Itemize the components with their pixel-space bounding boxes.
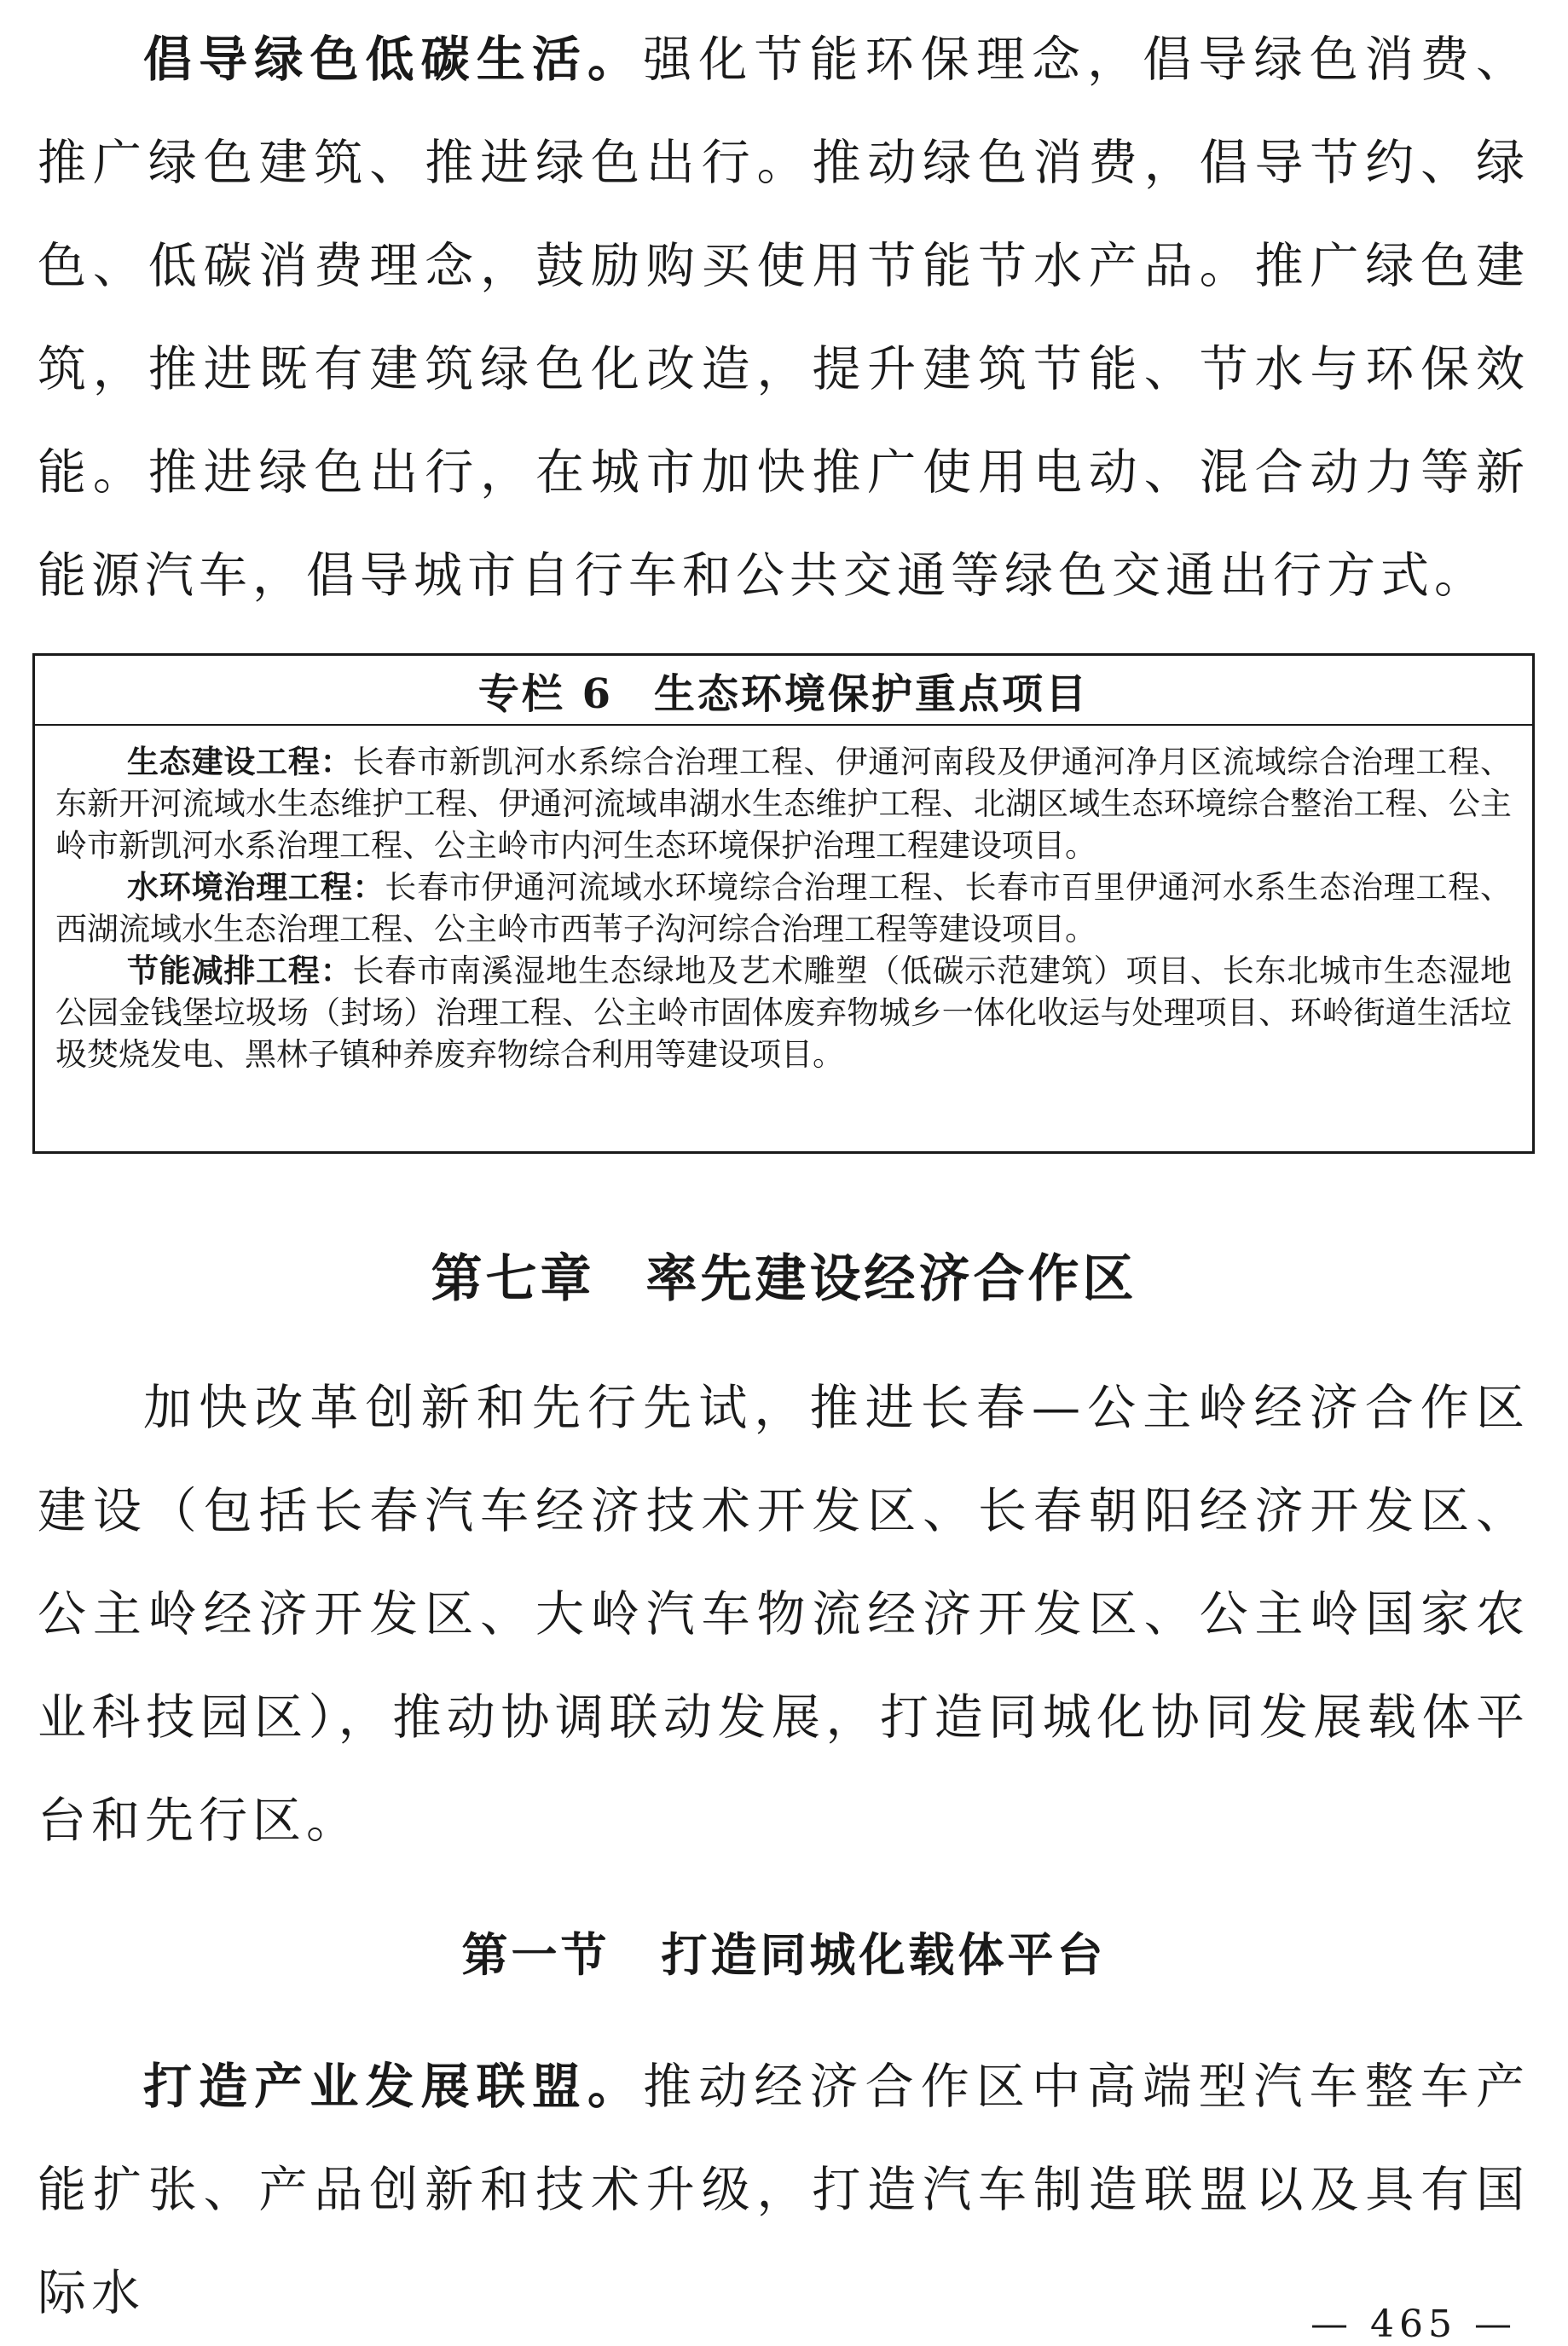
column-box-item <box>55 950 1512 1075</box>
column-box-item-lead: 生态建设工程： <box>127 743 353 780</box>
paragraph-industry-alliance <box>38 2035 1530 2345</box>
page-number: — 465 — <box>1311 2303 1517 2346</box>
column-box-heading: 生态环境保护重点项目 <box>654 669 1090 718</box>
paragraph-green-life <box>38 8 1530 628</box>
column-box-item-text: 长春市南溪湿地生态绿地及艺术雕塑（低碳示范建筑）项目、长东北城市生态湿地公园金钱堡垃圾场（封场）治理工程、公主岭市固体废弃物城乡一体化收运与处理项目、环岭街道生活垃圾焚烧发电、黑林子镇种养废弃物综合利用等建设项目。 <box>55 953 1512 1073</box>
paragraph-text: 加快改革创新和先行先试，推进长春—公主岭经济合作区建设（包括长春汽车经济技术开发区、长春朝阳经济开发区、公主岭经济开发区、大岭汽车物流经济开发区、公主岭国家农业科技园区），推动协调联动发展，打造同城化协同发展载体平台和先行区。 <box>38 1380 1530 1849</box>
paragraph-text: 强化节能环保理念，倡导绿色消费、推广绿色建筑、推进绿色出行。推动绿色消费，倡导节约、绿色、低碳消费理念，鼓励购买使用节能节水产品。推广绿色建筑，推进既有建筑绿色化改造，提升建筑节能、节水与环保效能。推进绿色出行，在城市加快推广使用电动、混合动力等新能源汽车，倡导城市自行车和公共交通等绿色交通出行方式。 <box>38 32 1530 604</box>
section-number: 第一节 <box>461 1927 610 1982</box>
column-box-body <box>35 726 1532 1075</box>
paragraph-lead: 打造产业发展联盟。 <box>143 2058 644 2115</box>
chapter-number: 第七章 <box>431 1249 595 1309</box>
column-box-item-lead: 节能减排工程： <box>127 952 353 989</box>
paragraph-text: 推动经济合作区中高端型汽车整车产能扩张、产品创新和技术升级，打造汽车制造联盟以及具有国际水 <box>38 2059 1530 2321</box>
column-box-item-text: 长春市新凯河水系综合治理工程、伊通河南段及伊通河净月区流域综合治理工程、东新开河流域水生态维护工程、伊通河流域串湖水生态维护工程、北湖区域生态环境综合整治工程、公主岭市新凯河水系治理工程、公主岭市内河生态环境保护治理工程建设项目。 <box>55 744 1512 864</box>
paragraph-cooperation-zone <box>38 1357 1530 1873</box>
column-box <box>32 653 1535 1154</box>
column-box-item <box>55 866 1512 950</box>
chapter-heading <box>0 1238 1568 1312</box>
chapter-title: 率先建设经济合作区 <box>645 1249 1137 1309</box>
column-box-title <box>35 656 1532 726</box>
section-title: 打造同城化载体平台 <box>661 1927 1107 1982</box>
section-heading <box>0 1919 1568 1984</box>
column-box-label: 专栏 6 <box>477 669 614 718</box>
column-box-item <box>55 741 1512 866</box>
paragraph-lead: 倡导绿色低碳生活。 <box>143 31 644 88</box>
column-box-item-text: 长春市伊通河流域水环境综合治理工程、长春市百里伊通河水系生态治理工程、西湖流域水生态治理工程、公主岭市西苇子沟河综合治理工程等建设项目。 <box>55 869 1513 947</box>
column-box-item-lead: 水环境治理工程： <box>127 868 385 906</box>
